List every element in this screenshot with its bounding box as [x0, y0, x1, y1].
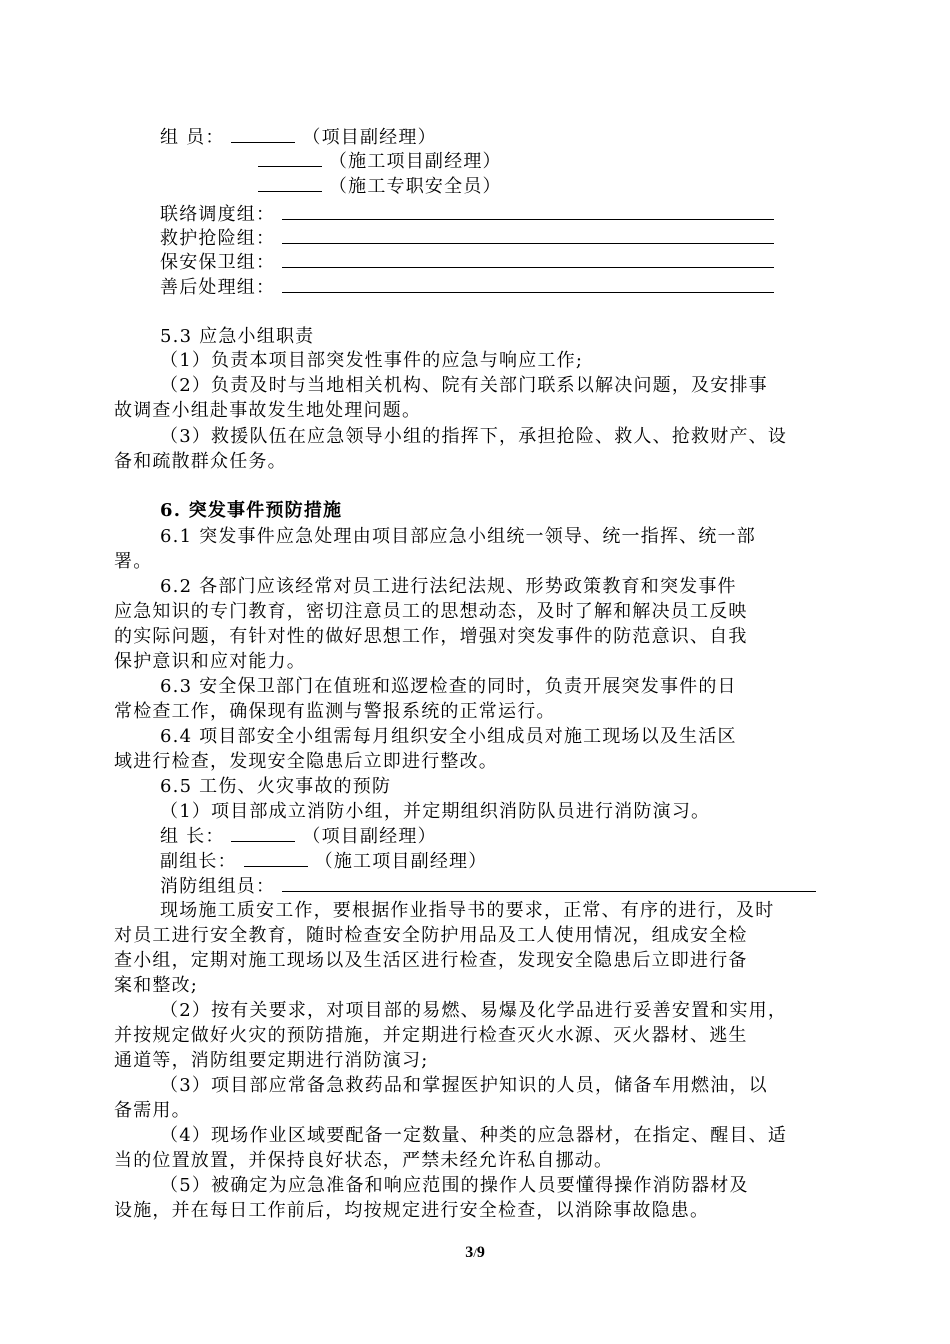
member-line: [258, 148, 502, 175]
blank-underline: [244, 848, 308, 867]
paragraph-line: 的实际问题，有针对性的做好思想工作，增强对突发事件的防范意识、自我: [114, 626, 748, 647]
blank-underline: [282, 201, 774, 220]
paragraph-line: 应急知识的专门教育，密切注意员工的思想动态，及时了解和解决员工反映: [114, 601, 748, 622]
paragraph-line: 备和疏散群众任务。: [114, 451, 287, 472]
fire-members-line: [160, 873, 816, 900]
members-line: [160, 124, 437, 151]
paragraph-line: 6.3 安全保卫部门在值班和巡逻检查的同时，负责开展突发事件的日: [160, 676, 737, 697]
member-line: [258, 173, 502, 200]
page-number: 3: [465, 1244, 474, 1261]
group-line: [160, 274, 774, 301]
paragraph-line: 设施，并在每日工作前后，均按规定进行安全检查，以消除事故隐患。: [114, 1200, 710, 1221]
paragraph-line: 署。: [114, 551, 153, 572]
members-label: 组 员：: [160, 127, 225, 148]
blank-underline: [231, 124, 295, 143]
paragraph-line: 6.2 各部门应该经常对员工进行法纪法规、形势政策教育和突发事件: [160, 576, 737, 597]
blank-underline: [282, 249, 774, 268]
page-total: 9: [476, 1244, 485, 1261]
group-label: 联络调度组：: [160, 204, 276, 225]
paragraph-line: （3）救援队伍在应急领导小组的指挥下，承担抢险、救人、抢救财产、设: [160, 426, 788, 447]
member-role: （项目副经理）: [302, 127, 437, 148]
section-heading: 5.3 应急小组职责: [160, 326, 315, 347]
paragraph-line: 6.5 工伤、火灾事故的预防: [160, 776, 392, 797]
member-role: （施工项目副经理）: [328, 151, 502, 172]
paragraph-line: 常检查工作，确保现有监测与警报系统的正常运行。: [114, 701, 556, 722]
paragraph-line: 备需用。: [114, 1100, 191, 1121]
leader-label: 组 长：: [160, 826, 225, 847]
paragraph-line: 保护意识和应对能力。: [114, 651, 306, 672]
fire-members-label: 消防组组员：: [160, 876, 276, 897]
paragraph-line: 通道等，消防组要定期进行消防演习;: [114, 1050, 429, 1071]
blank-underline: [282, 274, 774, 293]
group-label: 救护抢险组：: [160, 228, 276, 249]
paragraph-line: 故调查小组赴事故发生地处理问题。: [114, 400, 422, 421]
page-number-footer: [0, 1244, 950, 1262]
paragraph-line: （1）负责本项目部突发性事件的应急与响应工作;: [160, 350, 584, 371]
paragraph-line: （4）现场作业区域要配备一定数量、种类的应急器材，在指定、醒目、适: [160, 1125, 788, 1146]
page-separator: /: [473, 1245, 477, 1260]
paragraph-line: 查小组，定期对施工现场以及生活区进行检查，发现安全隐患后立即进行备: [114, 950, 748, 971]
leader-line: [160, 823, 437, 850]
group-label: 保安保卫组：: [160, 252, 276, 273]
group-label: 善后处理组：: [160, 277, 276, 298]
paragraph-line: 并按规定做好火灾的预防措施，并定期进行检查灭火水源、灭火器材、逃生: [114, 1025, 748, 1046]
paragraph-line: 域进行检查，发现安全隐患后立即进行整改。: [114, 751, 498, 772]
paragraph-line: 现场施工质安工作，要根据作业指导书的要求，正常、有序的进行，及时: [160, 900, 775, 921]
leader-role: （项目副经理）: [302, 826, 437, 847]
deputy-role: （施工项目副经理）: [314, 851, 488, 872]
blank-underline: [258, 148, 322, 167]
section-title: 6. 突发事件预防措施: [160, 500, 343, 521]
blank-underline: [258, 173, 322, 192]
paragraph-line: （3）项目部应常备急救药品和掌握医护知识的人员，储备车用燃油，以: [160, 1075, 768, 1096]
paragraph-line: 当的位置放置，并保持良好状态，严禁未经允许私自挪动。: [114, 1150, 614, 1171]
deputy-line: [160, 848, 487, 875]
paragraph-line: （5）被确定为应急准备和响应范围的操作人员要懂得操作消防器材及: [160, 1175, 749, 1196]
paragraph-line: 6.1 突发事件应急处理由项目部应急小组统一领导、统一指挥、统一部: [160, 526, 756, 547]
paragraph-line: 6.4 项目部安全小组需每月组织安全小组成员对施工现场以及生活区: [160, 726, 737, 747]
blank-underline: [231, 823, 295, 842]
paragraph-line: （1）项目部成立消防小组，并定期组织消防队员进行消防演习。: [160, 801, 711, 822]
blank-underline: [282, 873, 816, 892]
paragraph-line: 案和整改;: [114, 975, 199, 996]
group-line: [160, 249, 774, 276]
group-line: [160, 225, 774, 252]
blank-underline: [282, 225, 774, 244]
paragraph-line: （2）按有关要求，对项目部的易燃、易爆及化学品进行妥善安置和实用，: [160, 1000, 788, 1021]
paragraph-line: 对员工进行安全教育，随时检查安全防护用品及工人使用情况，组成安全检: [114, 925, 748, 946]
group-line: [160, 201, 774, 228]
member-role: （施工专职安全员）: [328, 176, 502, 197]
deputy-label: 副组长：: [160, 851, 237, 872]
paragraph-line: （2）负责及时与当地相关机构、院有关部门联系以解决问题，及安排事: [160, 375, 768, 396]
